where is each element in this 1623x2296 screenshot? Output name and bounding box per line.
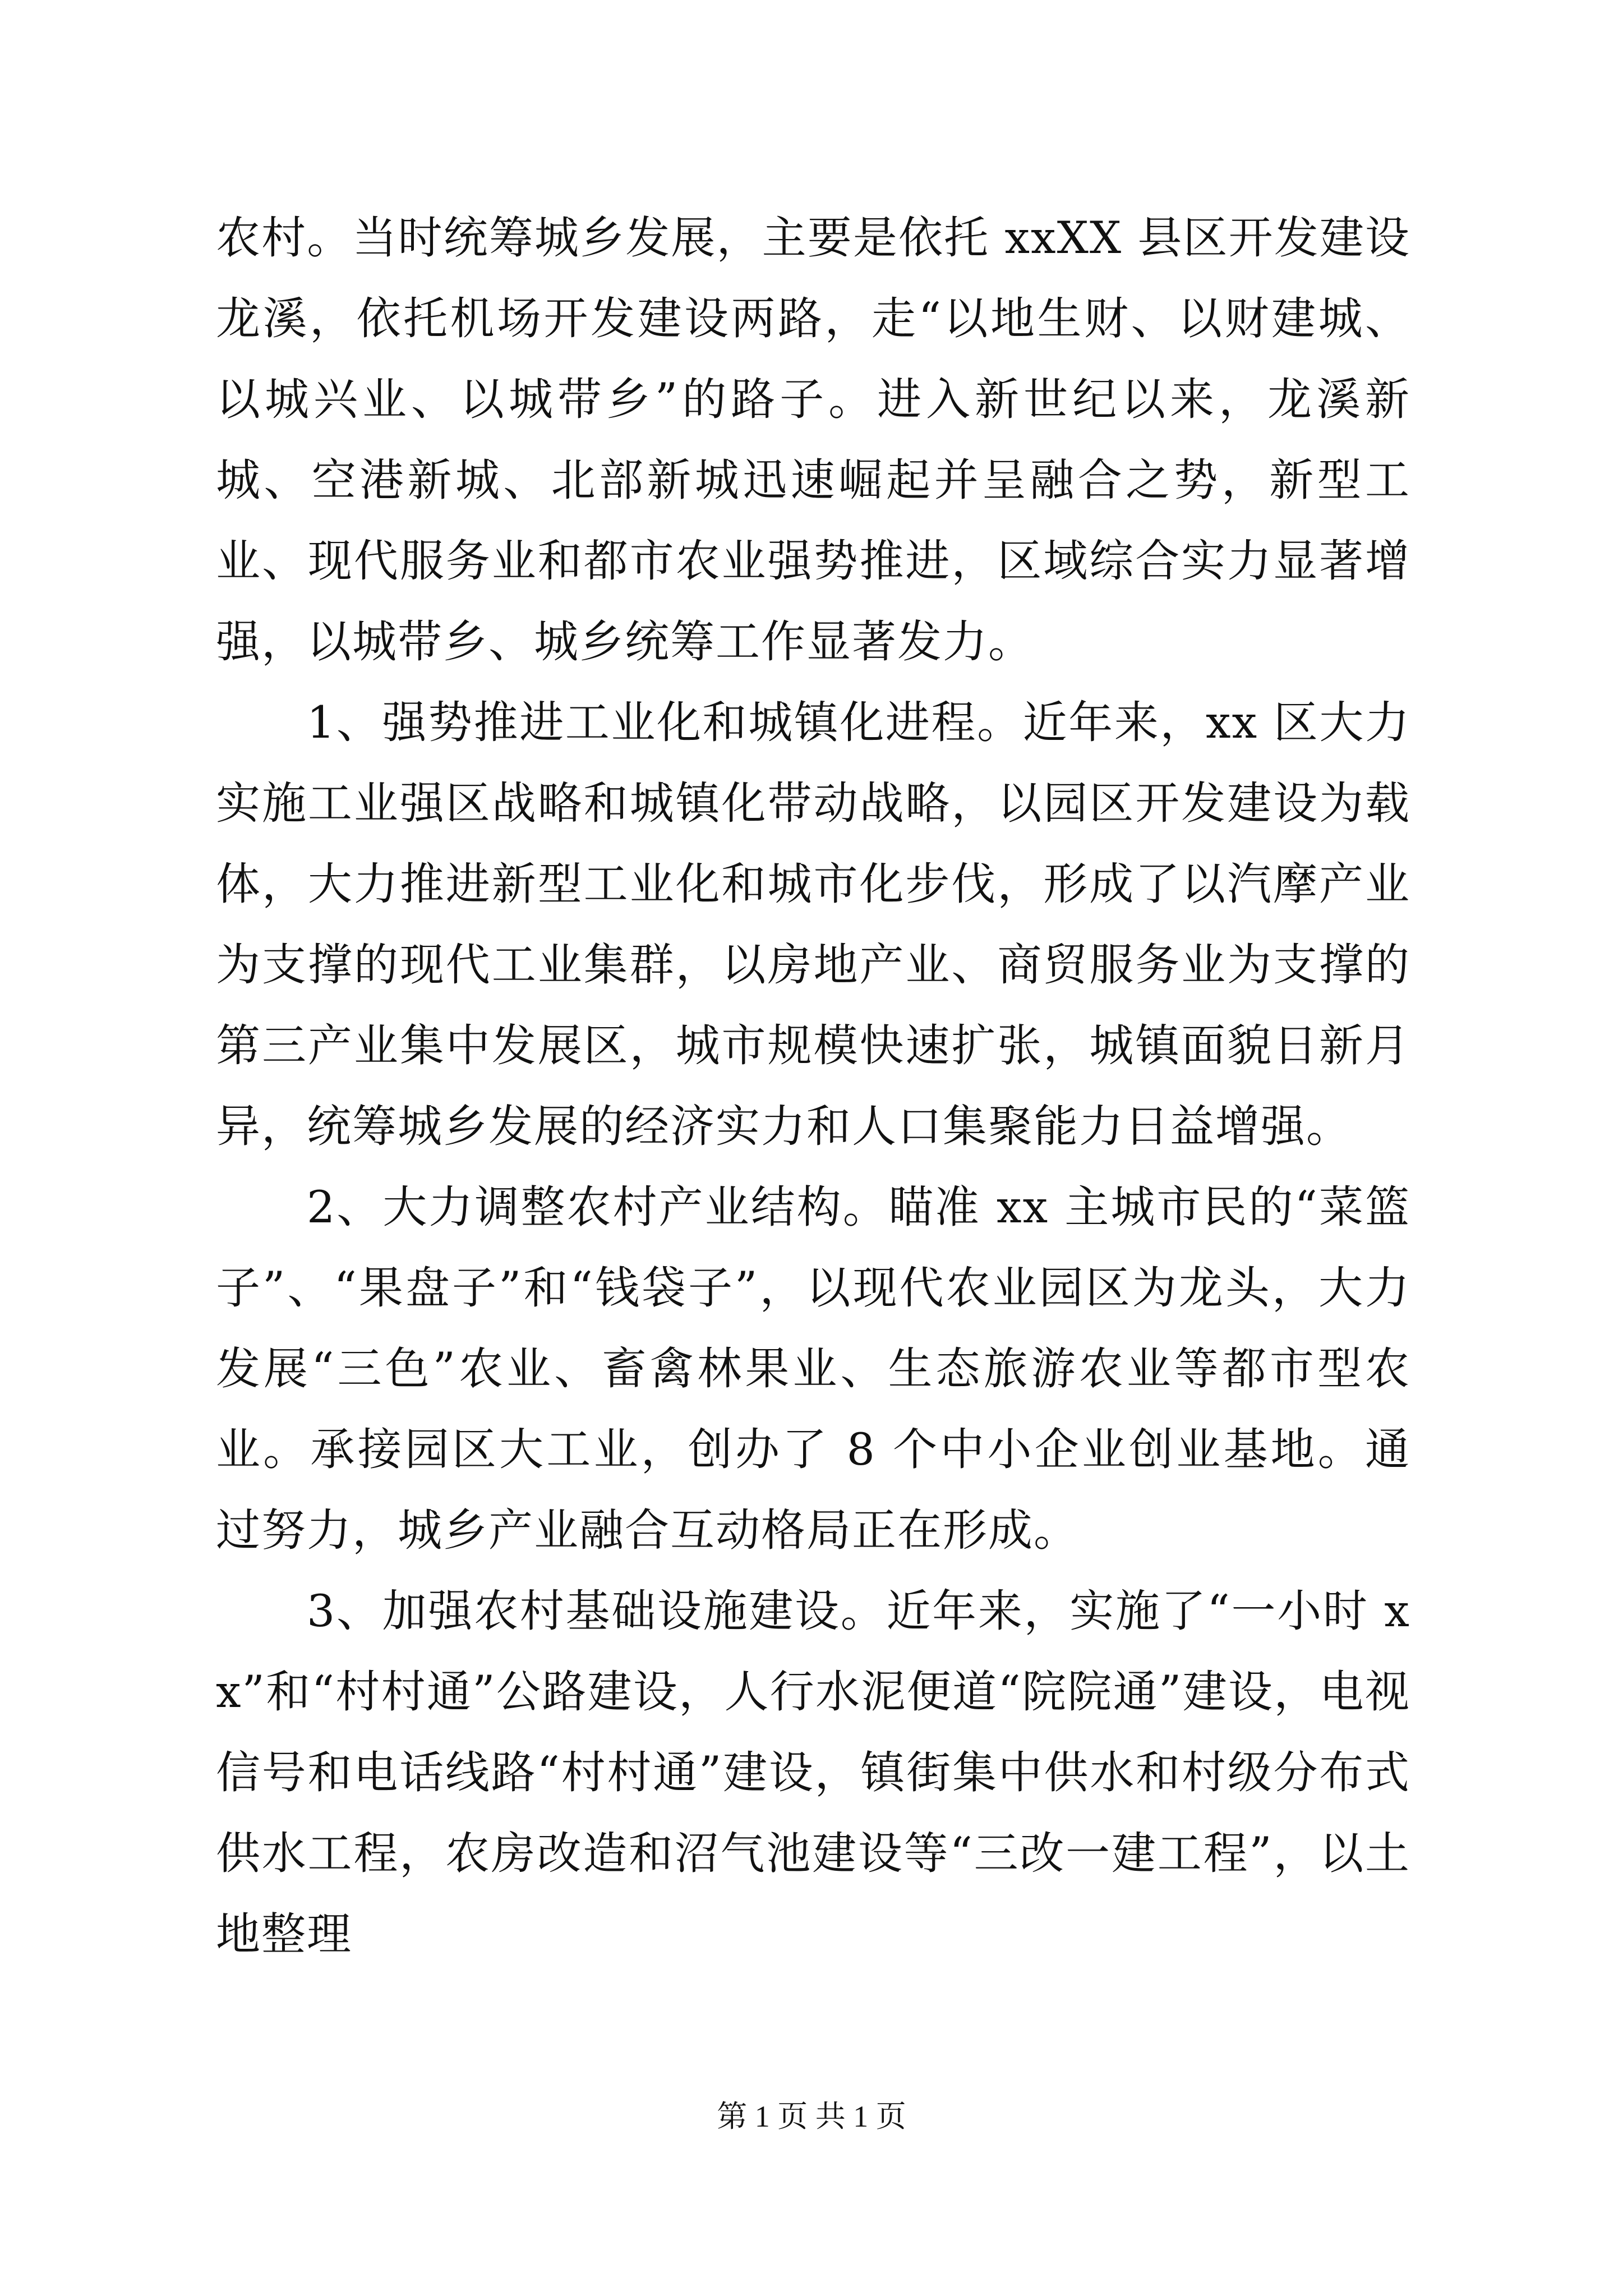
paragraph-item-3: 3、加强农村基础设施建设。近年来，实施了“一小时 xx”和“村村通”公路建设，人行水泥便道“院院通”建设，电视信号和电话线路“村村通”建设，镇街集中供水和村级分布式供水工程，农房改造和沼气池建设等“三改一建工程”，以土地整理 bbox=[216, 1585, 1410, 1960]
document-body bbox=[216, 197, 1410, 1975]
paragraph-item-2: 2、大力调整农村产业结构。瞄准 xx 主城市民的“菜篮子”、“果盘子”和“钱袋子”，以现代农业园区为龙头，大力发展“三色”农业、畜禽林果业、生态旅游农业等都市型农业。承接园区大工业，创办了 8 个中小企业创业基地。通过努力，城乡产业融合互动格局正在形成。 bbox=[216, 1181, 1410, 1556]
paragraph-item-1: 1、强势推进工业化和城镇化进程。近年来，xx 区大力实施工业强区战略和城镇化带动战略，以园区开发建设为载体，大力推进新型工业化和城市化步伐，形成了以汽摩产业为支撑的现代工业集群，以房地产业、商贸服务业为支撑的第三产业集中发展区，城市规模快速扩张，城镇面貌日新月异，统筹城乡发展的经济实力和人口集聚能力日益增强。 bbox=[216, 697, 1410, 1152]
page-number-footer: 第 1 页 共 1 页 bbox=[717, 2100, 906, 2133]
paragraph-continuation: 农村。当时统筹城乡发展，主要是依托 xxXX 县区开发建设龙溪，依托机场开发建设两路，走“以地生财、以财建城、以城兴业、以城带乡”的路子。进入新世纪以来，龙溪新城、空港新城、北部新城迅速崛起并呈融合之势，新型工业、现代服务业和都市农业强势推进，区域综合实力显著增强，以城带乡、城乡统筹工作显著发力。 bbox=[216, 212, 1410, 668]
